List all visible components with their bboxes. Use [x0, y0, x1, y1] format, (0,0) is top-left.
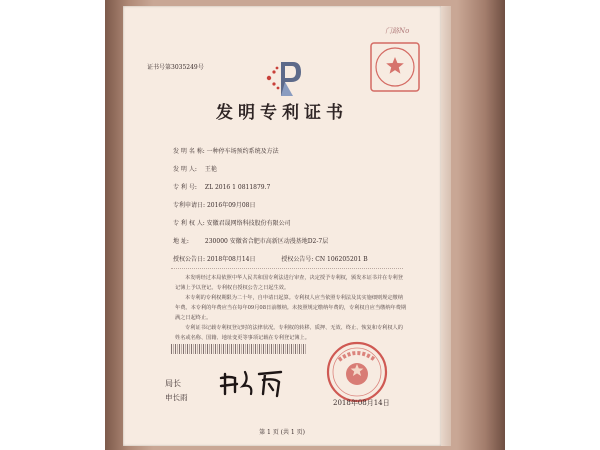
- barcode: [171, 344, 306, 354]
- announce-number-label: 授权公告号:: [281, 256, 314, 263]
- field-label: 地 址:: [173, 238, 189, 245]
- field-inventor: [173, 164, 217, 173]
- director-name: 申长雨: [165, 393, 188, 402]
- field-label: 发 明 人:: [173, 166, 197, 173]
- handwritten-note: 门路No: [385, 27, 410, 35]
- body-paragraph: 专利证书记载专利权登记时的法律状况。专利权的转移、质押、无效、终止、恢复和专利权人的姓名或名称、国籍、地址变更等事项记载在专利登记簿上。: [175, 325, 403, 341]
- body-paragraph: 本发明经过本局依照中华人民共和国专利法进行审查，决定授予专利权，颁发本证书并在专利登记簿上予以登记。专利权自授权公告之日起生效。: [175, 275, 403, 291]
- field-label: 专利申请日:: [173, 202, 206, 209]
- field-value: 一种停车场预约系统及方法: [206, 148, 279, 155]
- field-value: 王艳: [204, 166, 217, 173]
- field-announcement: [173, 254, 368, 263]
- director-title: 局长: [165, 379, 181, 388]
- field-patentee: [173, 218, 291, 227]
- divider: [171, 268, 403, 270]
- field-value: 2016年09月08日: [206, 202, 256, 209]
- field-application-date: [173, 200, 256, 209]
- field-label: 发 明 名 称:: [173, 148, 205, 155]
- announce-date-label: 授权公告日:: [173, 256, 206, 263]
- director-signature-icon: [219, 364, 289, 400]
- field-value: 安徽君晟网络科技股份有限公司: [206, 220, 291, 227]
- official-seal-large-icon: [325, 340, 389, 404]
- certificate-number: 证书号第3035249号: [147, 64, 204, 71]
- field-invention-name: [173, 146, 279, 155]
- paper-edge: [441, 6, 451, 446]
- certificate-title: 发明专利证书: [216, 103, 348, 123]
- official-seal-small-icon: [368, 40, 422, 94]
- body-paragraph: 本专利的专利权期限为二十年，自申请日起算。专利权人应当依照专利法及其实施细则规定缴纳年费。本专利的年费应当在每年09月08日前缴纳。未按照规定缴纳年费的，专利权自应当缴纳年费期满之日起终止。: [175, 295, 407, 321]
- field-value: ZL 2016 1 0811879.7: [204, 184, 271, 191]
- seal-date: 2018年08月14日: [333, 399, 390, 407]
- field-label: 专 利 权 人:: [173, 220, 205, 227]
- certificate-body-text: [175, 273, 407, 343]
- field-patent-number: [173, 182, 270, 191]
- field-value: 230000 安徽省合肥市高新区动漫基地D2-7层: [204, 238, 329, 245]
- announce-date: 2018年08月14日: [206, 256, 256, 263]
- field-address: [173, 236, 328, 245]
- patent-office-logo-icon: [259, 58, 303, 100]
- field-label: 专 利 号:: [173, 184, 197, 191]
- announce-number: CN 106205201 B: [315, 256, 368, 263]
- page-number: 第 1 页 (共 1 页): [259, 429, 305, 436]
- patent-certificate: [123, 6, 441, 446]
